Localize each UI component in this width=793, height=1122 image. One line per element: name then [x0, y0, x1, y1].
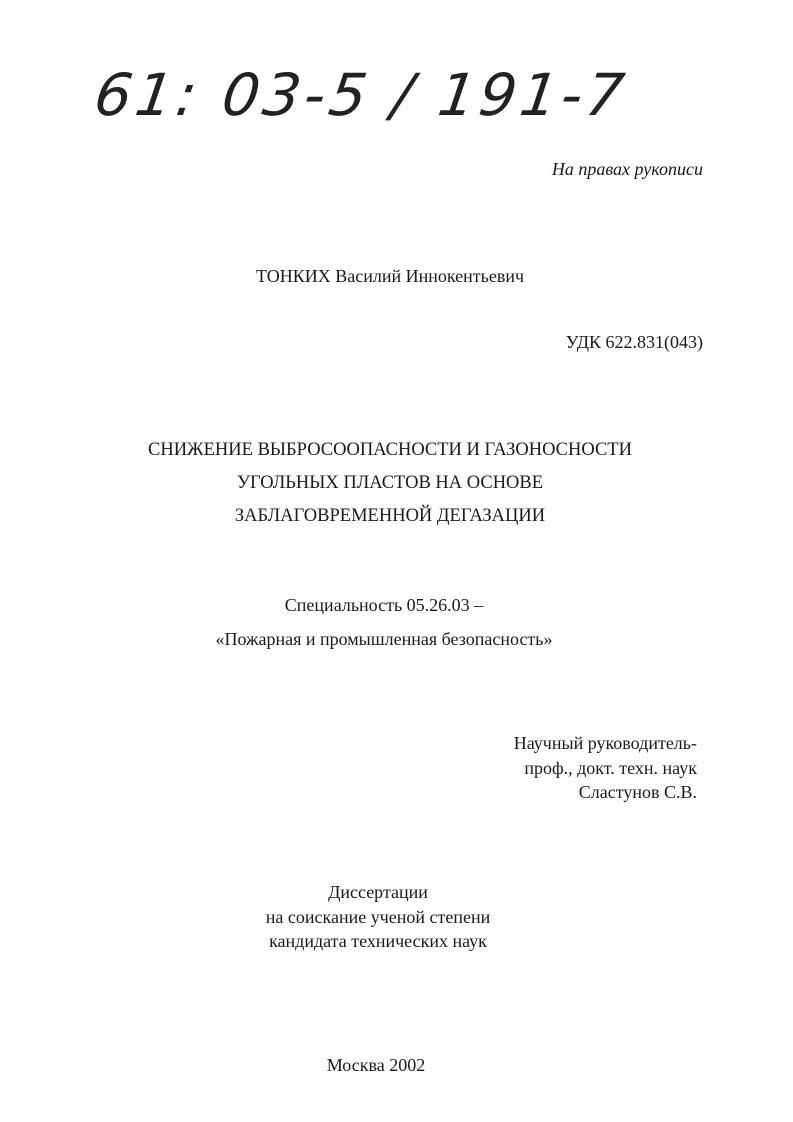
handwritten-catalog-number: 61: 03-5 / 191-7	[90, 61, 633, 129]
title-line: УГОЛЬНЫХ ПЛАСТОВ НА ОСНОВЕ	[236, 473, 544, 493]
author-name: ТОНКИХ Василий Иннокентьевич	[256, 266, 525, 286]
dissertation-line: кандидата технических наук	[269, 931, 487, 951]
dissertation-line: Диссертации	[328, 882, 428, 902]
title-line: ЗАБЛАГОВРЕМЕННОЙ ДЕГАЗАЦИИ	[234, 506, 546, 526]
specialty	[0, 588, 774, 656]
supervisor-role: Научный руководитель-	[513, 733, 697, 753]
place-year: Москва 2002	[326, 1055, 426, 1075]
specialty-name: «Пожарная и промышленная безопасность»	[215, 629, 553, 649]
supervisor	[514, 731, 697, 805]
title-line: СНИЖЕНИЕ ВЫБРОСООПАСНОСТИ И ГАЗОНОСНОСТИ	[148, 440, 632, 460]
supervisor-degree: проф., докт. техн. наук	[524, 757, 697, 778]
thesis-title	[0, 434, 780, 533]
udc-code: УДК 622.831(043)	[565, 332, 703, 352]
dissertation-line: на соискание ученой степени	[265, 906, 491, 927]
dissertation-info	[0, 880, 768, 954]
specialty-code: Специальность 05.26.03 –	[284, 595, 484, 615]
manuscript-note: На правах рукописи	[551, 159, 703, 179]
supervisor-name: Сластунов С.В.	[578, 782, 697, 802]
